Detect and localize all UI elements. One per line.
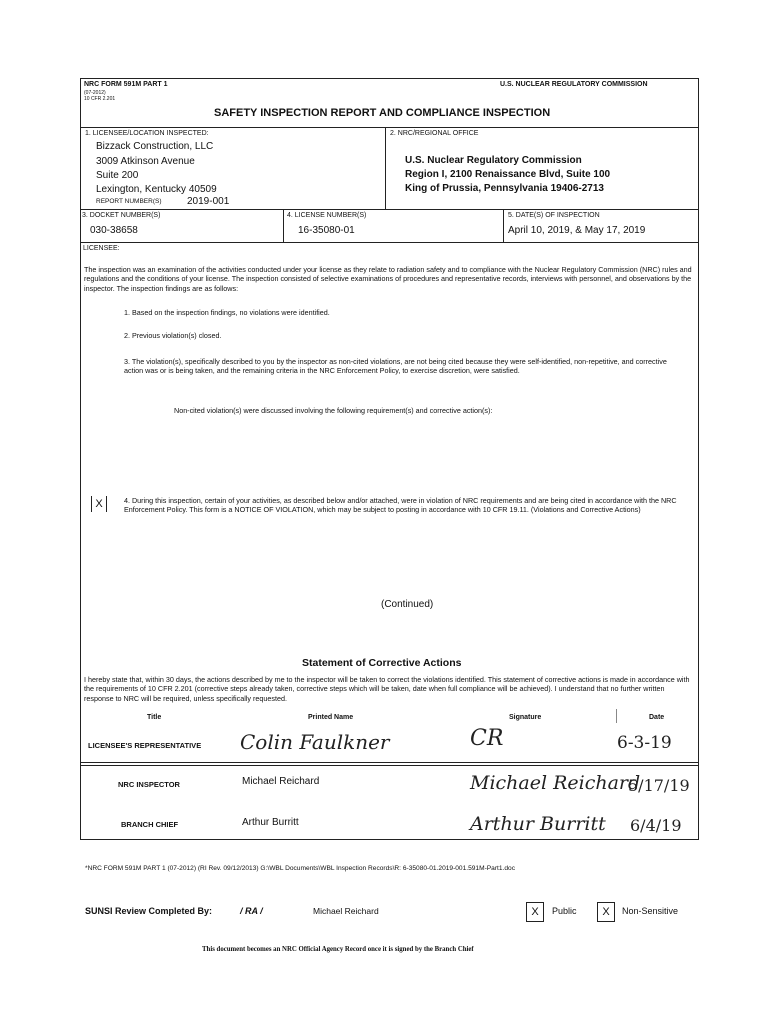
non-sensitive-label: Non-Sensitive xyxy=(622,906,679,916)
signer-date: 5/17/19 xyxy=(628,776,690,795)
report-number-label: REPORT NUMBER(S) xyxy=(96,198,162,205)
signer-signature: Michael Reichard xyxy=(470,772,641,794)
signer-name: Michael Reichard xyxy=(242,776,320,787)
column-signature: Signature xyxy=(509,714,542,721)
signer-title: BRANCH CHIEF xyxy=(121,820,179,829)
licensee-address-2: Suite 200 xyxy=(96,170,139,181)
finding-item-2: 2. Previous violation(s) closed. xyxy=(124,331,222,340)
license-number: 16-35080-01 xyxy=(298,225,355,236)
form-id: NRC FORM 591M PART 1 xyxy=(84,81,168,88)
corrective-actions-heading: Statement of Corrective Actions xyxy=(302,657,462,669)
public-checkbox[interactable]: X xyxy=(526,902,544,922)
sunsi-reviewer: Michael Reichard xyxy=(313,906,379,916)
regional-office-label: 2. NRC/REGIONAL OFFICE xyxy=(390,130,479,137)
signer-name: Arthur Burritt xyxy=(242,817,299,828)
docket-label: 3. DOCKET NUMBER(S) xyxy=(82,212,161,219)
signer-name-handwritten: Colin Faulkner xyxy=(240,730,390,754)
signer-signature: Arthur Burritt xyxy=(470,813,606,835)
page-title: SAFETY INSPECTION REPORT AND COMPLIANCE INSPECTION xyxy=(214,107,551,119)
form-reference: *NRC FORM 591M PART 1 (07-2012) (RI Rev. 09/12/2013) G:\WBL Documents\WBL Inspection Records\R: 6-35080-01.2019-001.591M-Part1.doc xyxy=(85,865,516,872)
corrective-actions-statement: I hereby state that, within 30 days, the actions described by me to the inspector will be taken to correct the violations identified. This statement of corrective actions is made in accordance with the requirements of 10 CFR 2.201 (corrective steps already taken, corrective steps which will be taken, date when full compliance will be achieved). I understand that no further written response to NRC will be required, unless specifically requested. xyxy=(84,675,690,703)
signer-title: LICENSEE'S REPRESENTATIVE xyxy=(88,741,202,750)
sunsi-label: SUNSI Review Completed By: xyxy=(85,906,213,916)
finding-item-1: 1. Based on the inspection findings, no violations were identified. xyxy=(124,308,330,317)
signer-date: 6/4/19 xyxy=(630,816,682,835)
finding-item-3: 3. The violation(s), specifically described to you by the inspector as non-cited violations, are not being cited because they were self-identified, non-repetitive, and corrective action was or is being taken, and the remaining criteria in the NRC Enforcement Policy, to exercise discretion, were satisfied. xyxy=(124,357,667,376)
public-label: Public xyxy=(552,906,577,916)
non-sensitive-checkbox[interactable]: X xyxy=(597,902,615,922)
record-note: This document becomes an NRC Official Agency Record once it is signed by the Branch Chief xyxy=(202,946,474,953)
licensee-address-1: 3009 Atkinson Avenue xyxy=(96,156,195,167)
form-date: (07-2012) xyxy=(84,90,106,96)
inspection-dates-label: 5. DATE(S) OF INSPECTION xyxy=(508,212,600,219)
inspection-dates: April 10, 2019, & May 17, 2019 xyxy=(508,225,646,236)
agency-name: U.S. NUCLEAR REGULATORY COMMISSION xyxy=(500,81,648,88)
cfr-ref: 10 CFR 2.201 xyxy=(84,96,116,102)
item-4-checkbox[interactable]: X xyxy=(91,496,107,512)
license-label: 4. LICENSE NUMBER(S) xyxy=(287,212,367,219)
column-printed-name: Printed Name xyxy=(308,714,354,721)
report-number: 2019-001 xyxy=(187,196,230,207)
licensee-section-label: LICENSEE: xyxy=(83,245,120,252)
column-title: Title xyxy=(147,714,162,721)
licensee-name: Bizzack Construction, LLC xyxy=(96,141,214,152)
licensee-label: 1. LICENSEE/LOCATION INSPECTED: xyxy=(85,130,209,137)
signer-date: 6-3-19 xyxy=(617,733,672,753)
continued-note: (Continued) xyxy=(381,599,434,610)
regional-office-line-3: King of Prussia, Pennsylvania 19406-2713 xyxy=(405,183,604,194)
column-date: Date xyxy=(649,714,665,721)
regional-office-line-2: Region I, 2100 Renaissance Blvd, Suite 100 xyxy=(405,169,611,180)
signer-title: NRC INSPECTOR xyxy=(118,780,180,789)
licensee-address-3: Lexington, Kentucky 40509 xyxy=(96,184,217,195)
signer-signature: CR xyxy=(470,726,504,751)
regional-office-line-1: U.S. Nuclear Regulatory Commission xyxy=(405,155,582,166)
noncited-violations: Non-cited violation(s) were discussed involving the following requirement(s) and corrective action(s): xyxy=(174,406,493,415)
inspection-intro: The inspection was an examination of the activities conducted under your license as they relate to radiation safety and to compliance with the Nuclear Regulatory Commission (NRC) rules and regulations and the conditions of your license. The inspection consisted of selective examinations of procedures and representative records, interviews with personnel, and observations by the inspector. The inspection findings are as follows: xyxy=(84,265,692,293)
finding-item-4: 4. During this inspection, certain of your activities, as described below and/or attached, were in violation of NRC requirements and are being cited in accordance with the NRC Enforcement Policy. This form is a NOTICE OF VIOLATION, which may be subject to posting in accordance with 10 CFR 19.11. (Violations and Corrective Actions) xyxy=(124,496,677,515)
docket-number: 030-38658 xyxy=(90,225,138,236)
sunsi-ra: / RA / xyxy=(240,906,263,916)
